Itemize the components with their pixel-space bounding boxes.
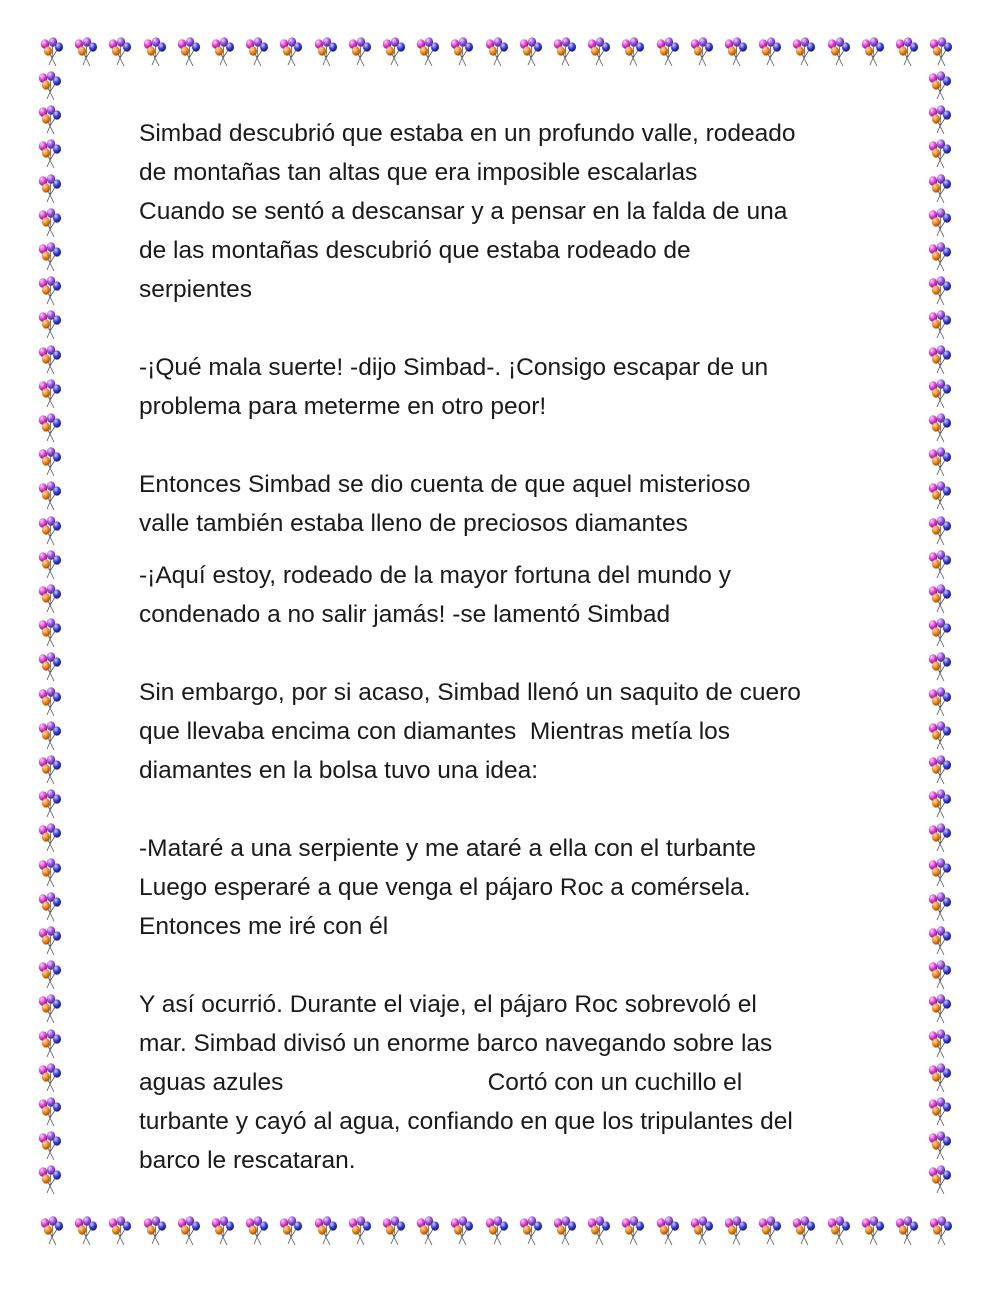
balloon-bunch-icon	[246, 1216, 268, 1245]
balloon-bunch-icon	[929, 71, 951, 100]
story-line: de las montañas descubrió que estaba rodeado de	[139, 237, 691, 264]
balloon-bunch-icon	[39, 276, 61, 305]
balloon-bunch-icon	[39, 1131, 61, 1160]
balloon-bunch-icon	[725, 1216, 747, 1245]
paragraph-gap	[139, 634, 879, 673]
story-line: condenado a no salir jamás! -se lamentó Simbad	[139, 601, 671, 628]
story-line: turbante y cayó al agua, confiando en que los tripulantes del	[139, 1108, 793, 1135]
balloon-bunch-icon	[929, 139, 951, 168]
balloon-bunch-icon	[212, 1216, 234, 1245]
story-line: aguas azules Cortó con un cuchillo el	[139, 1069, 743, 1096]
balloon-bunch-icon	[39, 345, 61, 374]
story-line: diamantes en la bolsa tuvo una idea:	[139, 757, 539, 784]
balloon-bunch-icon	[144, 37, 166, 66]
balloon-bunch-icon	[75, 37, 97, 66]
balloon-bunch-icon	[451, 1216, 473, 1245]
balloon-bunch-icon	[39, 755, 61, 784]
balloon-bunch-icon	[39, 105, 61, 134]
story-line: problema para meterme en otro peor!	[139, 393, 547, 420]
story-paragraph	[139, 556, 879, 634]
balloon-bunch-icon	[929, 960, 951, 989]
story-line: que llevaba encima con diamantes Mientras metía los	[139, 718, 731, 745]
balloon-bunch-icon	[929, 823, 951, 852]
balloon-bunch-icon	[39, 994, 61, 1023]
balloon-bunch-icon	[39, 687, 61, 716]
story-line: -Mataré a una serpiente y me ataré a ella con el turbante	[139, 835, 756, 862]
balloon-bunch-icon	[929, 550, 951, 579]
balloon-bunch-icon	[929, 892, 951, 921]
balloon-bunch-icon	[896, 37, 918, 66]
balloon-bunch-icon	[315, 1216, 337, 1245]
balloon-bunch-icon	[929, 926, 951, 955]
balloon-bunch-icon	[451, 37, 473, 66]
balloon-bunch-icon	[929, 652, 951, 681]
story-line: mar. Simbad divisó un enorme barco navegando sobre las	[139, 1030, 773, 1057]
balloon-bunch-icon	[39, 1063, 61, 1092]
paragraph-gap	[139, 426, 879, 465]
balloon-bunch-icon	[622, 37, 644, 66]
balloon-bunch-icon	[691, 37, 713, 66]
balloon-bunch-icon	[41, 1216, 63, 1245]
story-line: -¡Qué mala suerte! -dijo Simbad-. ¡Consigo escapar de un	[139, 354, 769, 381]
balloon-bunch-icon	[349, 37, 371, 66]
balloon-bunch-icon	[75, 1216, 97, 1245]
balloon-bunch-icon	[39, 516, 61, 545]
story-line: serpientes	[139, 276, 253, 303]
balloon-bunch-icon	[929, 994, 951, 1023]
balloon-bunch-icon	[39, 858, 61, 887]
balloon-bunch-icon	[554, 1216, 576, 1245]
balloon-bunch-icon	[486, 37, 508, 66]
story-line: de montañas tan altas que era imposible escalarlas	[139, 159, 698, 186]
story-line: barco le rescataran.	[139, 1147, 356, 1174]
balloon-bunch-icon	[929, 174, 951, 203]
balloon-bunch-icon	[39, 892, 61, 921]
balloon-bunch-icon	[929, 584, 951, 613]
story-line: -¡Aquí estoy, rodeado de la mayor fortuna del mundo y	[139, 562, 731, 589]
balloon-bunch-icon	[929, 345, 951, 374]
balloon-bunch-icon	[39, 1097, 61, 1126]
story-paragraph	[139, 985, 879, 1180]
balloon-bunch-icon	[929, 1097, 951, 1126]
balloon-bunch-icon	[246, 37, 268, 66]
balloon-bunch-icon	[929, 1029, 951, 1058]
balloon-bunch-icon	[39, 71, 61, 100]
story-paragraph	[139, 114, 879, 309]
balloon-bunch-icon	[759, 37, 781, 66]
balloon-bunch-icon	[39, 447, 61, 476]
paragraph-gap	[139, 543, 879, 556]
balloon-bunch-icon	[39, 960, 61, 989]
balloon-bunch-icon	[39, 208, 61, 237]
balloon-bunch-icon	[725, 37, 747, 66]
balloon-bunch-icon	[759, 1216, 781, 1245]
balloon-bunch-icon	[896, 1216, 918, 1245]
balloon-bunch-icon	[39, 1029, 61, 1058]
balloon-bunch-icon	[930, 1216, 952, 1245]
balloon-bunch-icon	[657, 1216, 679, 1245]
balloon-bunch-icon	[929, 242, 951, 271]
balloon-bunch-icon	[39, 721, 61, 750]
story-paragraph	[139, 829, 879, 946]
story-text	[139, 114, 879, 1180]
balloon-bunch-icon	[793, 1216, 815, 1245]
balloon-bunch-icon	[315, 37, 337, 66]
balloon-bunch-icon	[862, 1216, 884, 1245]
balloon-bunch-icon	[929, 1131, 951, 1160]
balloon-bunch-icon	[109, 1216, 131, 1245]
balloon-bunch-icon	[486, 1216, 508, 1245]
balloon-bunch-icon	[41, 37, 63, 66]
balloon-bunch-icon	[622, 1216, 644, 1245]
paragraph-gap	[139, 309, 879, 348]
balloon-bunch-icon	[929, 1165, 951, 1194]
balloon-bunch-icon	[144, 1216, 166, 1245]
balloon-bunch-icon	[930, 37, 952, 66]
balloon-bunch-icon	[929, 379, 951, 408]
balloon-bunch-icon	[929, 310, 951, 339]
balloon-bunch-icon	[828, 1216, 850, 1245]
balloon-bunch-icon	[39, 413, 61, 442]
balloon-bunch-icon	[178, 1216, 200, 1245]
story-line: Entonces Simbad se dio cuenta de que aquel misterioso	[139, 471, 751, 498]
balloon-bunch-icon	[39, 481, 61, 510]
story-line: Simbad descubrió que estaba en un profundo valle, rodeado	[139, 120, 796, 147]
story-paragraph	[139, 348, 879, 426]
paragraph-gap	[139, 946, 879, 985]
balloon-bunch-icon	[554, 37, 576, 66]
story-line: Entonces me iré con él	[139, 913, 389, 940]
balloon-bunch-icon	[929, 447, 951, 476]
balloon-bunch-icon	[39, 789, 61, 818]
balloon-bunch-icon	[39, 139, 61, 168]
balloon-bunch-icon	[39, 1165, 61, 1194]
balloon-bunch-icon	[929, 618, 951, 647]
balloon-bunch-icon	[929, 1063, 951, 1092]
balloon-bunch-icon	[280, 1216, 302, 1245]
balloon-bunch-icon	[929, 413, 951, 442]
balloon-bunch-icon	[828, 37, 850, 66]
balloon-bunch-icon	[39, 584, 61, 613]
balloon-bunch-icon	[793, 37, 815, 66]
story-line: valle también estaba lleno de preciosos diamantes	[139, 510, 688, 537]
balloon-bunch-icon	[862, 37, 884, 66]
balloon-bunch-icon	[39, 823, 61, 852]
balloon-bunch-icon	[39, 310, 61, 339]
balloon-bunch-icon	[178, 37, 200, 66]
balloon-bunch-icon	[929, 721, 951, 750]
balloon-bunch-icon	[383, 37, 405, 66]
paragraph-gap	[139, 790, 879, 829]
balloon-bunch-icon	[929, 105, 951, 134]
balloon-bunch-icon	[929, 789, 951, 818]
story-line: Sin embargo, por si acaso, Simbad llenó un saquito de cuero	[139, 679, 801, 706]
balloon-bunch-icon	[929, 687, 951, 716]
story-line: Cuando se sentó a descansar y a pensar en la falda de una	[139, 198, 788, 225]
balloon-bunch-icon	[39, 618, 61, 647]
balloon-bunch-icon	[39, 379, 61, 408]
balloon-bunch-icon	[929, 755, 951, 784]
story-paragraph	[139, 673, 879, 790]
story-line: Y así ocurrió. Durante el viaje, el pájaro Roc sobrevoló el	[139, 991, 757, 1018]
balloon-bunch-icon	[929, 276, 951, 305]
balloon-bunch-icon	[417, 37, 439, 66]
balloon-bunch-icon	[280, 37, 302, 66]
balloon-bunch-icon	[39, 652, 61, 681]
balloon-bunch-icon	[417, 1216, 439, 1245]
balloon-bunch-icon	[39, 926, 61, 955]
story-paragraph	[139, 465, 879, 543]
balloon-bunch-icon	[349, 1216, 371, 1245]
balloon-bunch-icon	[520, 1216, 542, 1245]
balloon-bunch-icon	[929, 208, 951, 237]
balloon-bunch-icon	[39, 550, 61, 579]
balloon-bunch-icon	[588, 37, 610, 66]
balloon-bunch-icon	[691, 1216, 713, 1245]
balloon-bunch-icon	[657, 37, 679, 66]
balloon-bunch-icon	[212, 37, 234, 66]
balloon-bunch-icon	[929, 858, 951, 887]
balloon-bunch-icon	[383, 1216, 405, 1245]
balloon-bunch-icon	[929, 481, 951, 510]
balloon-bunch-icon	[520, 37, 542, 66]
balloon-bunch-icon	[39, 242, 61, 271]
balloon-bunch-icon	[929, 516, 951, 545]
story-line: Luego esperaré a que venga el pájaro Roc a comérsela.	[139, 874, 751, 901]
balloon-bunch-icon	[109, 37, 131, 66]
balloon-bunch-icon	[39, 174, 61, 203]
balloon-bunch-icon	[588, 1216, 610, 1245]
